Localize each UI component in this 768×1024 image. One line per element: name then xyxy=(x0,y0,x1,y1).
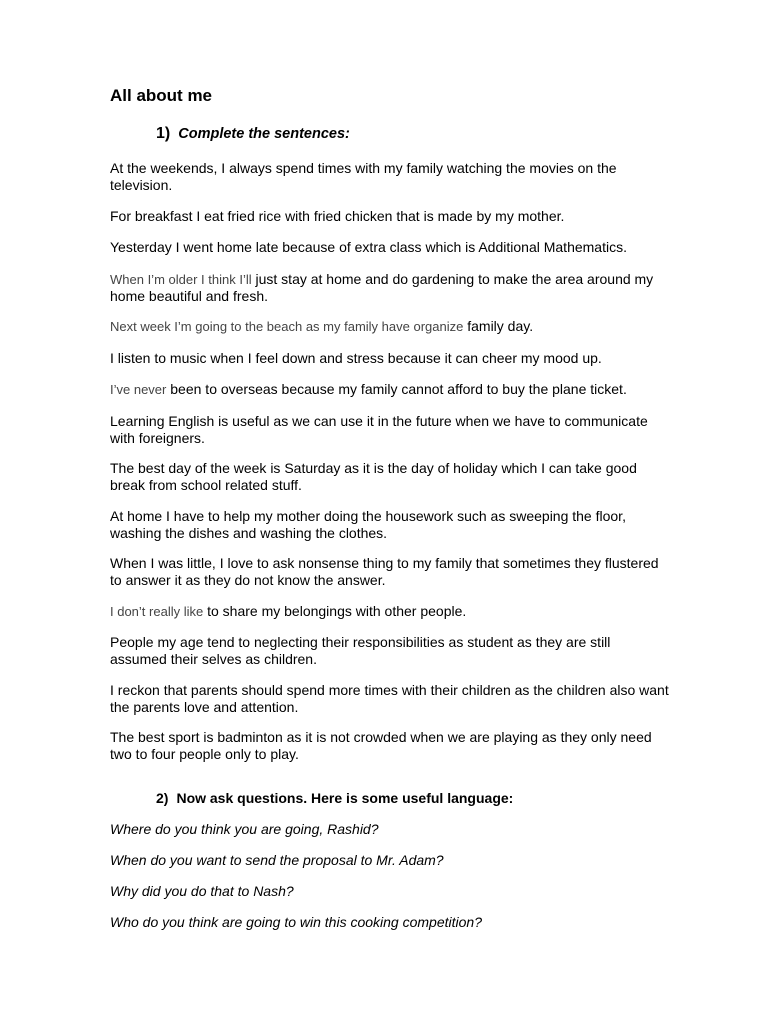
sentence-list xyxy=(110,160,670,777)
sentence-completion: When I was little, I love to ask nonsense thing to my family that sometimes they flustered to answer it as they do not know the answer. xyxy=(110,555,659,588)
sentence-completion: The best sport is badminton as it is not crowded when we are playing as they only need two to four people only to play. xyxy=(110,729,652,762)
sentence-item xyxy=(110,160,670,193)
section-1-number: 1) xyxy=(156,125,171,142)
sentence-completion: I listen to music when I feel down and stress because it can cheer my mood up. xyxy=(110,349,602,366)
sentence-item xyxy=(110,508,670,541)
sentence-item xyxy=(110,350,670,367)
question-item: Who do you think are going to win this cooking competition? xyxy=(110,914,482,930)
sentence-completion: family day. xyxy=(463,318,534,334)
sentence-prompt: I’ve never xyxy=(110,382,167,397)
sentence-completion: Learning English is useful as we can use it in the future when we have to communicate with foreigners. xyxy=(110,412,648,446)
sentence-item xyxy=(110,271,670,304)
sentence-prompt: Next week I’m going to the beach as my family have organize xyxy=(110,319,464,334)
section-1-heading xyxy=(156,125,350,143)
sentence-completion: to share my belongings with other people. xyxy=(203,602,467,619)
sentence-item xyxy=(110,634,670,667)
question-item: Where do you think you are going, Rashid? xyxy=(110,821,379,837)
sentence-item xyxy=(110,729,670,762)
sentence-completion: People my age tend to neglecting their responsibilities as student as they are still assumed their selves as children. xyxy=(110,634,611,667)
sentence-item xyxy=(110,381,670,398)
sentence-completion: For breakfast I eat fried rice with fried chicken that is made by my mother. xyxy=(110,207,565,224)
section-2-label: Now ask questions. Here is some useful language: xyxy=(176,790,514,806)
sentence-completion: Yesterday I went home late because of extra class which is Additional Mathematics. xyxy=(110,239,627,255)
section-2-number: 2) xyxy=(156,790,169,806)
sentence-completion: At home I have to help my mother doing the housework such as sweeping the floor, washing the dishes and washing the clothes. xyxy=(110,507,626,541)
sentence-item xyxy=(110,208,670,225)
sentence-completion: At the weekends, I always spend times with my family watching the movies on the television. xyxy=(110,160,617,193)
sentence-item xyxy=(110,239,670,256)
sentence-item xyxy=(110,603,670,620)
section-2-heading xyxy=(156,790,513,806)
sentence-prompt: When I’m older I think I’ll xyxy=(110,271,252,287)
sentence-item xyxy=(110,413,670,446)
sentence-completion: The best day of the week is Saturday as it is the day of holiday which I can take good break from school related stuff. xyxy=(110,460,637,493)
section-1-label: Complete the sentences: xyxy=(178,126,350,142)
sentence-item xyxy=(110,318,670,335)
sentence-item xyxy=(110,682,670,715)
sentence-item xyxy=(110,460,670,493)
page-title: All about me xyxy=(110,86,213,105)
question-item: Why did you do that to Nash? xyxy=(110,883,294,899)
sentence-completion: been to overseas because my family cannot afford to buy the plane ticket. xyxy=(166,381,627,397)
sentence-completion: I reckon that parents should spend more times with their children as the children also want the parents love and attention. xyxy=(110,681,669,715)
question-list xyxy=(110,821,670,945)
sentence-completion: just stay at home and do gardening to make the area around my home beautiful and fresh. xyxy=(110,270,654,304)
sentence-prompt: I don’t really like xyxy=(110,603,204,619)
question-item: When do you want to send the proposal to Mr. Adam? xyxy=(110,852,444,868)
sentence-item xyxy=(110,555,670,588)
